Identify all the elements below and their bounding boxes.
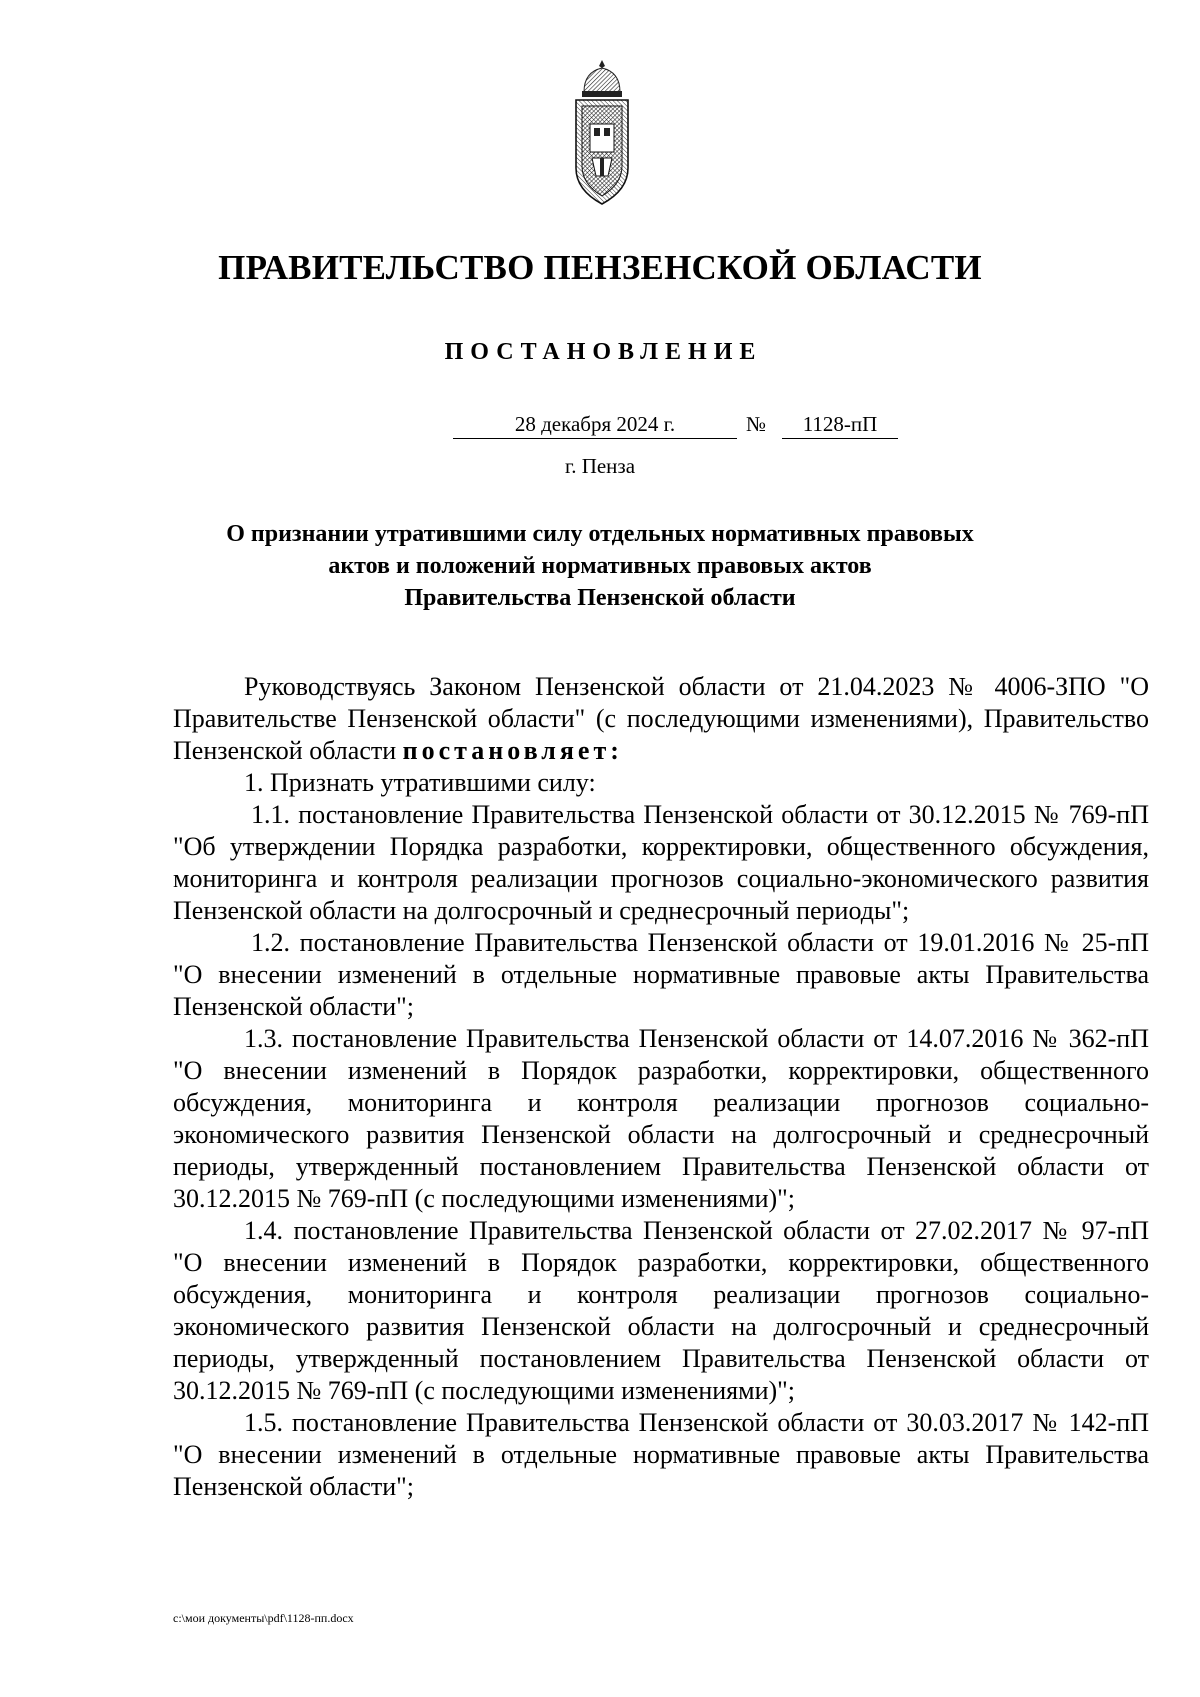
paragraph-item-1-4: 1.4. постановление Правительства Пензенской области от 27.02.2017 № 97-пП "О внесении изменений в Порядок разработки, корректировки, общественного обсуждения, мониторинга и контроля реализации прогнозов социально-экономического развития Пензенской области на долгосрочный и среднесрочный периоды, утвержденный постановлением Правительства Пензенской области от 30.12.2015 № 769-пП (с последующими изменениями)"; (173, 1216, 1149, 1405)
document-number: 1128-пП (782, 410, 898, 439)
organization-title: ПРАВИТЕЛЬСТВО ПЕНЗЕНСКОЙ ОБЛАСТИ (218, 248, 982, 287)
coat-of-arms-icon (570, 58, 634, 208)
paragraph-item-1: 1. Признать утратившими силу: (244, 768, 596, 797)
paragraph-item-1-3: 1.3. постановление Правительства Пензенской области от 14.07.2016 № 362-пП "О внесении изменений в Порядок разработки, корректировки, общественного обсуждения, мониторинга и контроля реализации прогнозов социально-экономического развития Пензенской области на долгосрочный и среднесрочный периоды, утвержденный постановлением Правительства Пензенской области от 30.12.2015 № 769-пП (с последующими изменениями)"; (173, 1024, 1149, 1213)
preamble-paragraph (173, 671, 1149, 767)
subject-line: актов и положений нормативных правовых актов (328, 553, 872, 579)
document-type: ПОСТАНОВЛЕНИЕ (444, 339, 763, 365)
number-sign: № (746, 412, 767, 436)
paragraph-item-1-2: 1.2. постановление Правительства Пензенской области от 19.01.2016 № 25-пП "О внесении изменений в отдельные нормативные правовые акты Правительства Пензенской области"; (173, 928, 1149, 1021)
paragraph-item-1-5: 1.5. постановление Правительства Пензенской области от 30.03.2017 № 142-пП "О внесении изменений в отдельные нормативные правовые акты Правительства Пензенской области"; (173, 1408, 1149, 1501)
subject-line: Правительства Пензенской области (404, 585, 796, 611)
document-date: 28 декабря 2024 г. (453, 410, 737, 439)
document-body (173, 671, 1149, 1503)
decree-word: постановляет: (402, 736, 623, 765)
document-subject (190, 518, 1010, 614)
subject-line: О признании утратившими силу отдельных нормативных правовых (226, 521, 974, 547)
file-path-footer: c:\мои документы\pdf\1128-пп.docx (173, 1611, 354, 1625)
paragraph-item-1-1: 1.1. постановление Правительства Пензенской области от 30.12.2015 № 769-пП "Об утверждении Порядка разработки, корректировки, общественного обсуждения, мониторинга и контроля реализации прогнозов социально-экономического развития Пензенской области на долгосрочный и среднесрочный периоды"; (173, 800, 1149, 925)
preamble-text: Руководствуясь Законом Пензенской области от 21.04.2023 № 4006-ЗПО "О Правительстве Пензенской области" (с последующими изменениями), Правительство Пензенской области (173, 672, 1149, 765)
document-city: г. Пенза (564, 454, 636, 478)
